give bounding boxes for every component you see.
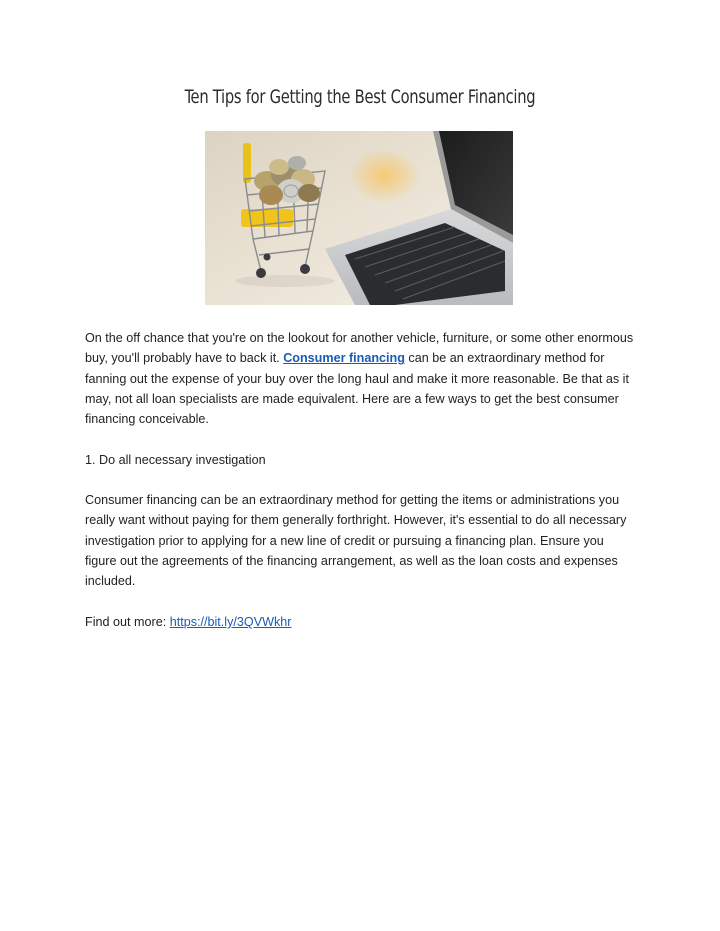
shopping-cart-laptop-photo-icon xyxy=(205,131,513,305)
tip-1-heading: 1. Do all necessary investigation xyxy=(85,453,266,467)
intro-text-after-link: can be an extraordinary method for fanning out the expense of your buy over the long haul and make it more reasonable. Be that as it may, not all loan specialists are made equivalent. Here are a few ways to get the best consumer financing conceivable. xyxy=(85,351,629,427)
find-out-more-label: Find out more: xyxy=(85,615,170,629)
find-out-more xyxy=(85,612,637,632)
consumer-financing-link[interactable]: Consumer financing xyxy=(283,351,405,366)
intro-paragraph xyxy=(85,328,637,429)
tip-1-paragraph: Consumer financing can be an extraordinary method for getting the items or administrations you really want without paying for them generally forthright. However, it's essential to do all necessary investigation prior to applying for a new line of credit or pursuing a financing plan. Ensure you figure out the agreements of the financing arrangement, as well as the loan costs and expenses included. xyxy=(85,493,627,589)
document-title: Ten Tips for Getting the Best Consumer Financing xyxy=(184,86,536,108)
hero-image xyxy=(205,131,513,305)
intro-text-before-link: On the off chance that you're on the lookout for another vehicle, furniture, or some other enormous buy, you'll probably have to back it. xyxy=(85,331,634,366)
find-out-more-link[interactable]: https://bit.ly/3QVWkhr xyxy=(169,615,292,629)
